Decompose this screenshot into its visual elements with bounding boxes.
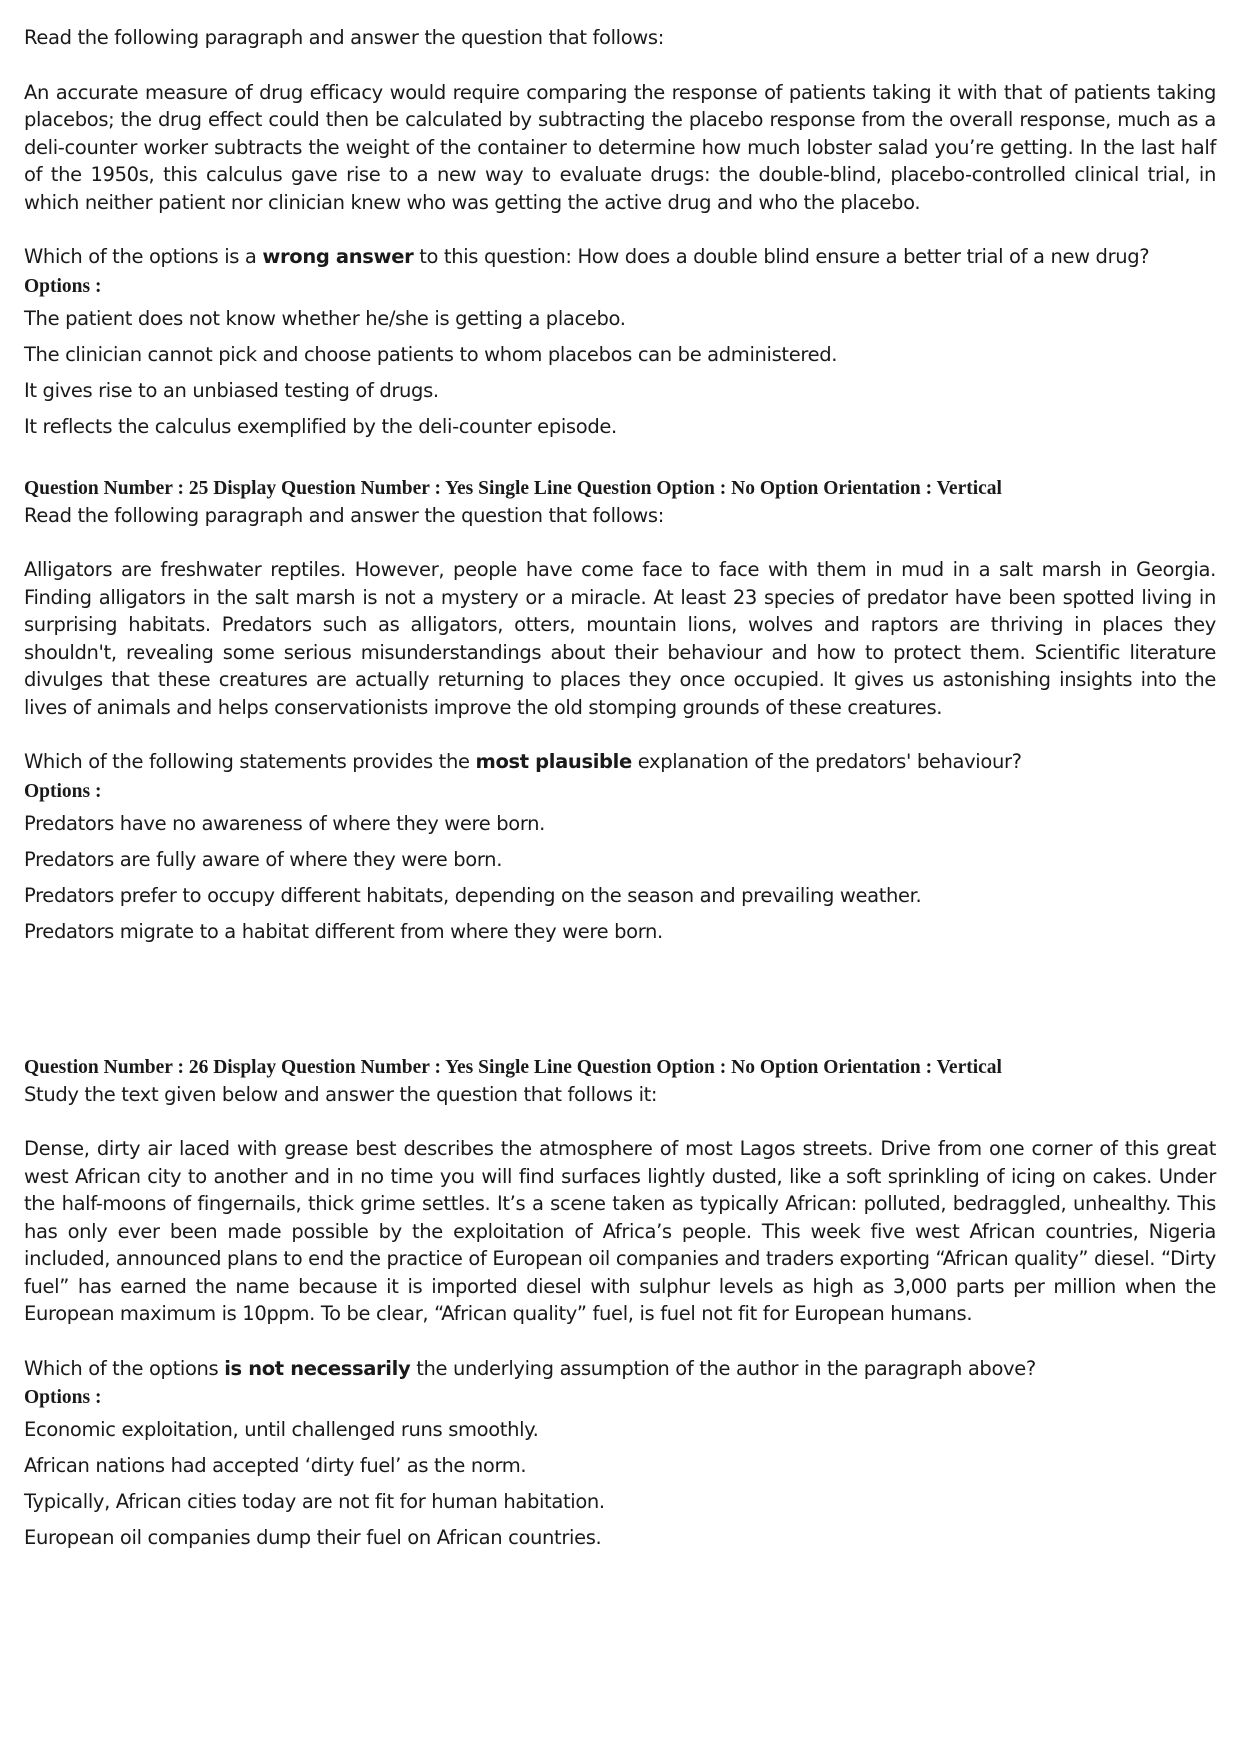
option-1[interactable]: The patient does not know whether he/she is getting a placebo.: [24, 306, 626, 330]
question-header: Question Number : 26 Display Question Number : Yes Single Line Question Option : No Option Orientation : Vertical: [24, 1056, 1002, 1078]
instruction-text: Read the following paragraph and answer the question that follows:: [24, 503, 664, 527]
question-emphasis: is not necessarily: [224, 1356, 411, 1380]
question-header: Question Number : 25 Display Question Number : Yes Single Line Question Option : No Option Orientation : Vertical: [24, 477, 1002, 499]
passage-paragraph: Alligators are freshwater reptiles. However, people have come face to face with them in mud in a salt marsh in Georgia. Finding alligators in the salt marsh is not a mystery or a miracle. At least 23 species of predator have been spotted living in surprising habitats. Predators such as alligators, otters, mountain lions, wolves and raptors are thriving in places they shouldn't, revealing some serious misunderstandings about their behaviour and how to protect them. Scientific literature divulges that these creatures are actually returning to places they once occupied. It gives us astonishing insights into the lives of animals and helps conservationists improve the old stomping grounds of these creatures.: [24, 558, 1216, 719]
option-4[interactable]: Predators migrate to a habitat different from where they were born.: [24, 919, 663, 943]
instruction-text: Read the following paragraph and answer the question that follows:: [24, 26, 664, 49]
question-text: [24, 1355, 1216, 1383]
passage-paragraph: Dense, dirty air laced with grease best describes the atmosphere of most Lagos streets. Drive from one corner of this great west African city to another and in no time you will find surfaces lightly dusted, like a soft sprinkling of icing on cakes. Under the half-moons of fingernails, thick grime settles. It’s a scene taken as typically African: polluted, bedraggled, unhealthy. This has only ever been made possible by the exploitation of Africa’s people. This week five west African countries, Nigeria included, announced plans to end the practice of European oil companies and traders exporting “African quality” diesel. “Dirty fuel” has earned the name because it is imported diesel with sulphur levels as high as 3,000 parts per million when the European maximum is 10ppm. To be clear, “African quality” fuel, is fuel not fit for European humans.: [24, 1137, 1216, 1325]
question-block-24: [24, 24, 1216, 445]
option-2[interactable]: Predators are fully aware of where they were born.: [24, 847, 503, 871]
question-text: [24, 748, 1216, 776]
option-3[interactable]: It gives rise to an unbiased testing of drugs.: [24, 378, 439, 402]
option-4[interactable]: It reflects the calculus exemplified by the deli-counter episode.: [24, 414, 617, 438]
options-label: Options :: [24, 275, 102, 297]
option-1[interactable]: Predators have no awareness of where they were born.: [24, 811, 546, 835]
question-text-pre: Which of the options is a: [24, 245, 263, 268]
question-text-post: to this question: How does a double blind ensure a better trial of a new drug?: [413, 245, 1150, 268]
options-label: Options :: [24, 1387, 102, 1408]
question-block-25: [24, 475, 1216, 950]
question-text: [24, 243, 1216, 271]
question-text-post: explanation of the predators' behaviour?: [631, 750, 1022, 773]
passage-paragraph: An accurate measure of drug efficacy would require comparing the response of patients taking it with that of patients taking placebos; the drug effect could then be calculated by subtracting the placebo response from the overall response, much as a deli-counter worker subtracts the weight of the container to determine how much lobster salad you’re getting. In the last half of the 1950s, this calculus gave rise to a new way to evaluate drugs: the double-blind, placebo-controlled clinical trial, in which neither patient nor clinician knew who was getting the active drug and who the placebo.: [24, 80, 1216, 214]
question-text-post: the underlying assumption of the author in the paragraph above?: [410, 1356, 1036, 1380]
option-3[interactable]: Predators prefer to occupy different habitats, depending on the season and prevailing weather.: [24, 883, 922, 907]
question-block-26: [24, 1054, 1216, 1557]
question-emphasis: most plausible: [475, 750, 632, 773]
options-label: Options :: [24, 780, 102, 802]
question-text-pre: Which of the following statements provides the: [24, 750, 476, 773]
option-2[interactable]: The clinician cannot pick and choose patients to whom placebos can be administered.: [24, 342, 838, 366]
option-2[interactable]: African nations had accepted ‘dirty fuel’ as the norm.: [24, 1454, 527, 1477]
option-3[interactable]: Typically, African cities today are not fit for human habitation.: [24, 1490, 605, 1513]
option-4[interactable]: European oil companies dump their fuel on African countries.: [24, 1526, 602, 1549]
question-emphasis: wrong answer: [262, 245, 414, 268]
question-text-pre: Which of the options: [24, 1356, 225, 1380]
option-1[interactable]: Economic exploitation, until challenged runs smoothly.: [24, 1418, 539, 1441]
instruction-text: Study the text given below and answer the question that follows it:: [24, 1082, 658, 1106]
question-paper-page: [24, 24, 1216, 1556]
